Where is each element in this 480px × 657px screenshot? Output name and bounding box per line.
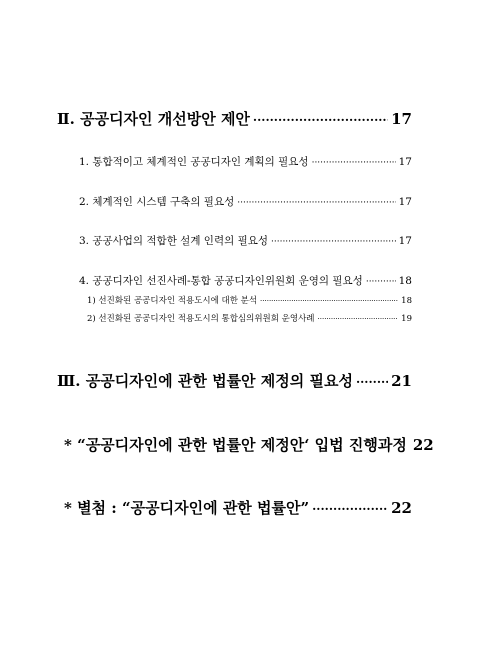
toc-entry-page: 22: [391, 499, 412, 517]
toc-entry-title: 1. 통합적이고 체계적인 공공디자인 계획의 필요성: [79, 156, 309, 168]
toc-entry-section-3: [57, 370, 412, 391]
toc-entry-2-3: [79, 233, 412, 248]
toc-leader-dots: [312, 502, 388, 516]
toc-entry-2-4-1: [87, 294, 412, 306]
toc-entry-2-2: [79, 194, 412, 209]
toc-entry-title: * “공공디자인에 관한 법률안 제정안‘ 입법 진행과정: [64, 436, 407, 454]
toc-leader-dots: [260, 297, 398, 305]
toc-leader-dots: [356, 375, 388, 389]
toc-entry-page: 19: [401, 314, 412, 324]
toc-entry-title: * 별첨 : “공공디자인에 관한 법률안”: [64, 499, 310, 517]
toc-leader-dots: [271, 237, 396, 247]
toc-entry-title: 4. 공공디자인 선진사례-통합 공공디자인위원회 운영의 필요성: [79, 275, 363, 287]
toc-leader-dots: [366, 277, 396, 287]
toc-entry-attachment: [64, 497, 412, 518]
toc-entry-title: 2) 선진화된 공공디자인 적용도시의 통합심의위원회 운영사례: [87, 314, 315, 324]
toc-entry-title: 2. 체계적인 시스템 구축의 필요성: [79, 196, 235, 208]
toc-entry-page: 17: [398, 235, 412, 247]
toc-entry-2-4: [79, 273, 412, 288]
toc-leader-dots: [237, 198, 395, 208]
toc-entry-2-4-2: [87, 312, 412, 324]
toc-entry-title: 3. 공공사업의 적합한 설계 인력의 필요성: [79, 235, 268, 247]
toc-entry-legislation-progress: [64, 434, 434, 455]
toc-entry-page: 21: [391, 372, 412, 390]
toc-entry-page: 18: [398, 275, 412, 287]
toc-leader-dots: [253, 113, 388, 127]
toc-entry-section-2: [57, 108, 412, 129]
toc-entry-title: Ⅲ. 공공디자인에 관한 법률안 제정의 필요성: [57, 372, 353, 390]
toc-leader-dots: [312, 158, 396, 168]
toc-entry-page: 22: [412, 436, 434, 454]
toc-entry-page: 17: [398, 196, 412, 208]
toc-entry-title: Ⅱ. 공공디자인 개선방안 제안: [57, 110, 250, 128]
toc-entry-page: 17: [398, 156, 412, 168]
toc-entry-2-1: [79, 154, 412, 169]
toc-entry-title: 1) 선진화된 공공디자인 적용도시에 대한 분석: [87, 296, 258, 306]
toc-entry-page: 18: [401, 296, 412, 306]
toc-leader-dots: [318, 315, 399, 323]
toc-entry-page: 17: [391, 110, 412, 128]
